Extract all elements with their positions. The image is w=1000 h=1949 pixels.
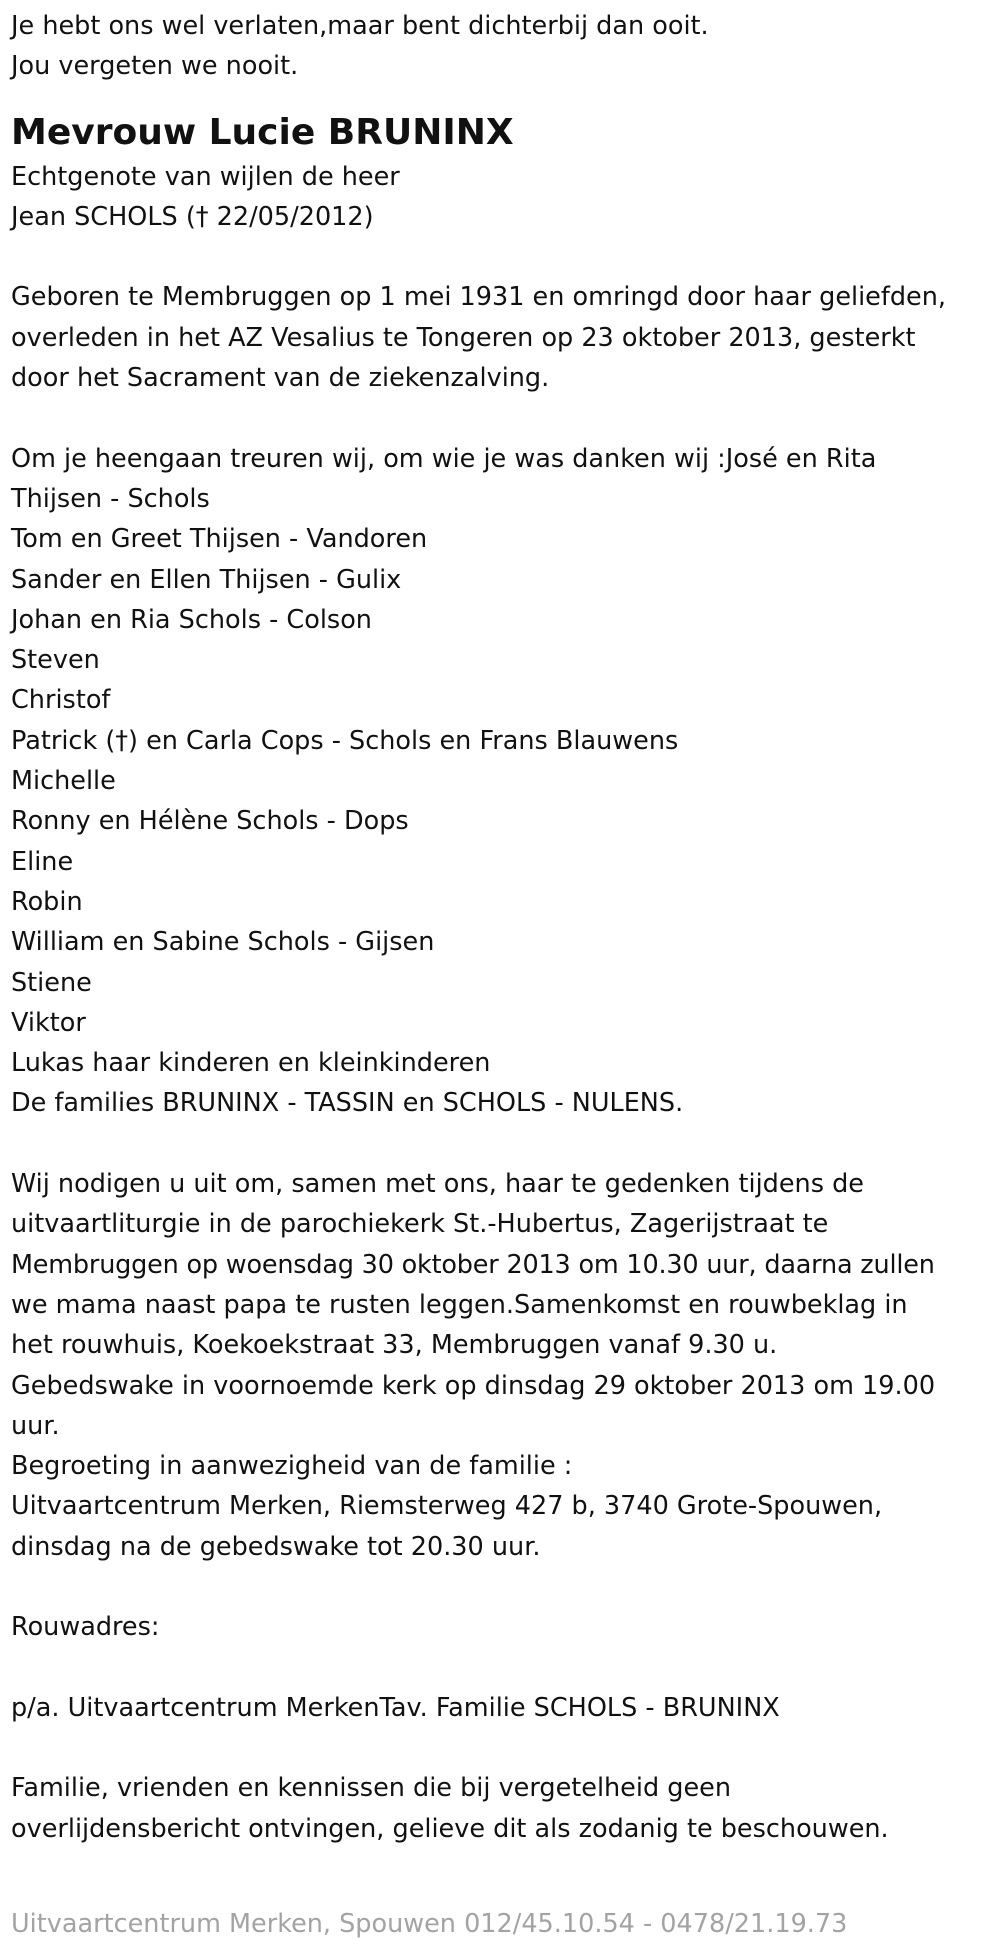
family-line: Om je heengaan treuren wij, om wie je was danken wij :José en Rita	[11, 443, 877, 474]
funeral-invitation	[11, 1164, 989, 1567]
family-line: Ronny en Hélène Schols - Dops	[11, 806, 409, 837]
family-line: Viktor	[11, 1007, 86, 1038]
family-line: Sander en Ellen Thijsen - Gulix	[11, 564, 402, 595]
family-line: Michelle	[11, 766, 116, 797]
paragraph-line: overleden in het AZ Vesalius te Tongeren op 23 oktober 2013, gesterkt	[11, 322, 916, 353]
spacer	[11, 1124, 989, 1164]
family-list	[11, 439, 989, 1124]
invitation-line: uur.	[11, 1410, 60, 1441]
invitation-line: Membruggen op woensdag 30 oktober 2013 om 10.30 uur, daarna zullen	[11, 1249, 935, 1280]
spouse-info	[11, 157, 989, 238]
family-line: Lukas haar kinderen en kleinkinderen	[11, 1048, 491, 1079]
paragraph-line: Geboren te Membruggen op 1 mei 1931 en omringd door haar geliefden,	[11, 282, 946, 313]
mourning-address: p/a. Uitvaartcentrum MerkenTav. Familie SCHOLS - BRUNINX	[11, 1692, 780, 1723]
birth-death-paragraph	[11, 277, 989, 398]
invitation-line: Wij nodigen u uit om, samen met ons, haar te gedenken tijdens de	[11, 1169, 864, 1200]
paragraph-line: door het Sacrament van de ziekenzalving.	[11, 363, 550, 394]
family-line: William en Sabine Schols - Gijsen	[11, 927, 435, 958]
family-line: Steven	[11, 645, 100, 676]
family-line: Christof	[11, 685, 111, 716]
intro-verse	[11, 0, 989, 87]
spacer	[11, 1567, 989, 1607]
closing-line: overlijdensbericht ontvingen, gelieve dit als zodanig te beschouwen.	[11, 1813, 889, 1844]
family-line: Robin	[11, 886, 83, 917]
invitation-line: Gebedswake in voornoemde kerk op dinsdag 29 oktober 2013 om 19.00	[11, 1370, 936, 1401]
spacer	[11, 398, 989, 438]
invitation-line: het rouwhuis, Koekoekstraat 33, Membruggen vanaf 9.30 u.	[11, 1330, 778, 1361]
spacer	[11, 1648, 989, 1688]
spouse-line: Jean SCHOLS († 22/05/2012)	[11, 201, 374, 232]
intro-line: Jou vergeten we nooit.	[11, 51, 299, 82]
family-line: Stiene	[11, 967, 92, 998]
closing-note	[11, 1768, 989, 1849]
family-line: Patrick (†) en Carla Cops - Schols en Frans Blauwens	[11, 725, 679, 756]
closing-line: Familie, vrienden en kennissen die bij vergetelheid geen	[11, 1773, 731, 1804]
invitation-line: dinsdag na de gebedswake tot 20.30 uur.	[11, 1531, 541, 1562]
invitation-line: uitvaartliturgie in de parochiekerk St.-Hubertus, Zagerijstraat te	[11, 1209, 829, 1240]
invitation-line: we mama naast papa te rusten leggen.Samenkomst en rouwbeklag in	[11, 1289, 908, 1320]
family-line: Johan en Ria Schols - Colson	[11, 604, 372, 635]
deceased-name: Mevrouw Lucie BRUNINX	[11, 111, 514, 153]
address-label: Rouwadres:	[11, 1612, 160, 1643]
intro-line: Je hebt ons wel verlaten,maar bent dichterbij dan ooit.	[11, 11, 709, 41]
spacer	[11, 1728, 989, 1768]
invitation-line: Uitvaartcentrum Merken, Riemsterweg 427 b, 3740 Grote-Spouwen,	[11, 1491, 883, 1522]
funeral-home-footer: Uitvaartcentrum Merken, Spouwen 012/45.10.54 - 0478/21.19.73	[11, 1909, 848, 1939]
family-line: Tom en Greet Thijsen - Vandoren	[11, 524, 428, 555]
spouse-line: Echtgenote van wijlen de heer	[11, 161, 400, 192]
family-line: Thijsen - Schols	[11, 483, 210, 514]
family-line: De families BRUNINX - TASSIN en SCHOLS - NULENS.	[11, 1088, 684, 1119]
invitation-line: Begroeting in aanwezigheid van de familie :	[11, 1451, 573, 1482]
family-line: Eline	[11, 846, 74, 877]
spacer	[11, 237, 989, 277]
